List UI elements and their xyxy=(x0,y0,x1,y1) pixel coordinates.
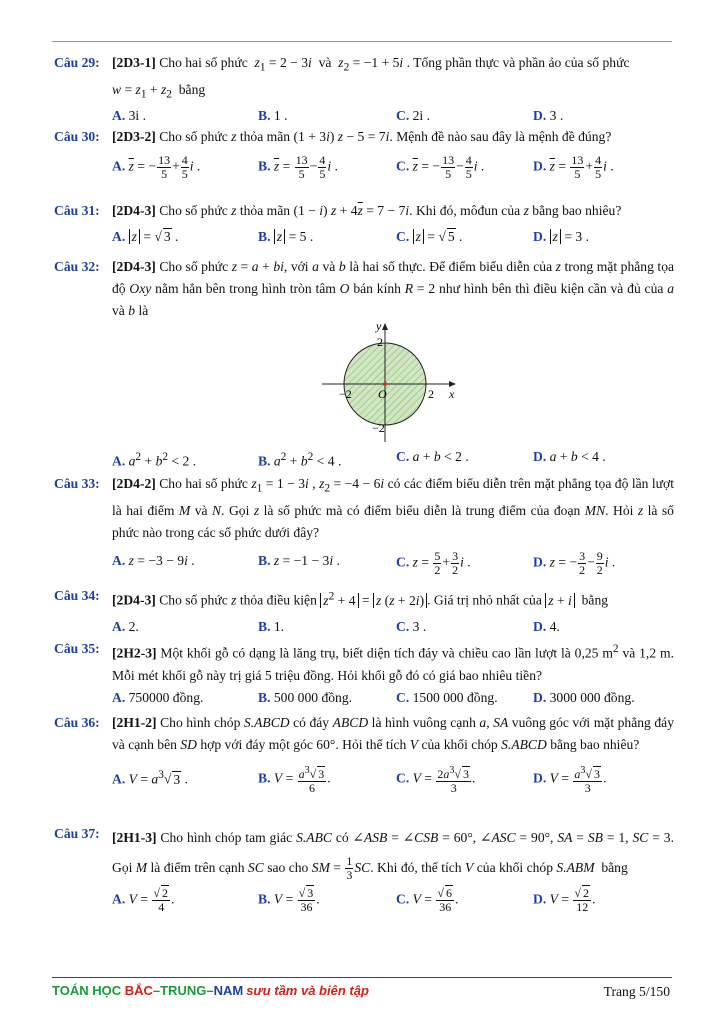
option-c[interactable]: C. 2i . xyxy=(396,108,430,124)
question-number: Câu 30: xyxy=(54,129,100,144)
question-number: Câu 36: xyxy=(54,715,100,730)
origin-point xyxy=(383,382,387,386)
option-c[interactable]: C. 1500 000 đồng. xyxy=(396,689,498,705)
option-d[interactable]: D. z = 3 . xyxy=(533,229,589,244)
option-a[interactable]: A. 750000 đồng. xyxy=(112,689,204,705)
option-d[interactable]: D. $\overline{z}$ = $\frac{13}{5}$ + $\frac{4}{5}$ i . xyxy=(533,153,614,181)
question-number: Câu 33: xyxy=(54,476,100,491)
question-number: Câu 29: xyxy=(54,55,100,70)
circle-figure xyxy=(322,318,462,442)
option-b[interactable]: B. 500 000 đồng. xyxy=(258,689,353,705)
question-text: [2D4-3] Cho số phức z = a + bi, với a và b là hai số thực. Để điểm biểu diễn của z trong mặt phẳng tọa độ Oxy nằm hẳn bên trong hình tròn tâm O bán kính R = 2 như hình bên thì điều kiện cần và đủ của a và b là xyxy=(112,259,675,318)
question-number: Câu 32: xyxy=(54,259,100,274)
question-32 xyxy=(54,256,674,322)
question-text: [2D3-1] Cho hai số phức $z_1 = 2 - 3i$ và $z_2 = -1 + 5i$ . Tổng phần thực và phần ảo của số phức $w = z_1 + z_2$ bằng xyxy=(112,55,630,101)
option-b[interactable]: B. V = $\frac{a^3√ 3}{6}$ . xyxy=(258,765,331,795)
option-a[interactable]: A. 3i . xyxy=(112,108,146,124)
tick-y-neg: −2 xyxy=(372,421,385,435)
answer-options xyxy=(112,764,674,804)
option-c[interactable]: C. V = $\frac{2a^3√ 3}{3}$ . xyxy=(396,765,476,795)
option-a[interactable]: A. $V = a^3√$ 3 . xyxy=(112,769,188,787)
question-text: [2D4-3] Cho số phức z thỏa mãn (1 − i) $z + 4\overline{z} = 7 - 7i$. Khi đó, môđun của z bằng bao nhiêu? xyxy=(112,203,622,218)
option-d[interactable]: D. V = $\frac{a^3√ 3}{3}$ . xyxy=(533,765,607,795)
top-rule xyxy=(52,41,672,42)
tick-x-pos: 2 xyxy=(428,387,434,401)
question-36 xyxy=(54,712,674,804)
question-text: [2H1-2] Cho hình chóp S.ABCD có đáy ABCD là hình vuông cạnh a, SA vuông góc với mặt phẳng đáy và cạnh bên SD hợp với đáy một góc 60°. Hỏi thể tích V của khối chóp S.ABCD bằng bao nhiêu? xyxy=(112,715,674,752)
question-number: Câu 34: xyxy=(54,588,100,603)
option-d[interactable]: D. 4. xyxy=(533,618,560,634)
option-a[interactable]: A. z = −3 − 9i . xyxy=(112,552,195,568)
option-a[interactable]: A. $a^2 + b^2 < 2$ . xyxy=(112,451,197,469)
answer-options xyxy=(112,687,674,711)
option-b[interactable]: B. $\overline{z}$ = $\frac{13}{5}$ − $\frac{4}{5}$ i . xyxy=(258,153,338,181)
option-c[interactable]: C. $\overline{z}$ = − $\frac{13}{5}$ − $\frac{4}{5}$ i . xyxy=(396,153,485,181)
option-a[interactable]: A. 2. xyxy=(112,618,139,634)
x-axis-label: x xyxy=(449,387,455,401)
option-a[interactable]: A. $\overline{z}$ = − $\frac{13}{5}$ + $\frac{4}{5}$ i . xyxy=(112,153,201,181)
answer-options xyxy=(112,154,674,190)
question-34 xyxy=(54,585,674,640)
question-33 xyxy=(54,473,674,584)
question-text: [2D4-3] Cho số phức z thỏa điều kiện $z^2 + 4 = z$ (z + 2i) . Giá trị nhỏ nhất của z + i bằng xyxy=(112,590,609,608)
page-number: Trang 5/150 xyxy=(603,984,670,999)
origin-label: O xyxy=(378,387,387,401)
answer-options xyxy=(112,887,674,927)
question-number: Câu 31: xyxy=(54,203,100,218)
y-axis-arrow xyxy=(382,323,388,330)
option-d[interactable]: D. a + b < 4 . xyxy=(533,449,606,464)
option-d[interactable]: D. 3000 000 đồng. xyxy=(533,689,635,705)
option-b[interactable]: B. V = $\frac{√ 3}{36}$ . xyxy=(258,886,320,914)
answer-options xyxy=(112,446,674,470)
option-d[interactable]: D. z = − $\frac{3}{2}$ − $\frac{9}{2}$ i . xyxy=(533,548,616,577)
option-d[interactable]: D. 3 . xyxy=(533,108,564,124)
option-a[interactable]: A. V = $\frac{√ 2}{4}$ . xyxy=(112,886,175,914)
question-text: [2H2-3] Một khối gỗ có dạng là lăng trụ, biết diện tích đáy và chiều cao lần lượt là 0,25 $m^2$ và 1,2 m. Mỗi mét khối gỗ này trị giá 5 triệu đồng. Hỏi khối gỗ đó có giá bao nhiêu tiền? xyxy=(112,643,674,683)
option-c[interactable]: C. 3 . xyxy=(396,618,427,634)
question-number: Câu 35: xyxy=(54,641,100,656)
answer-options xyxy=(112,550,674,584)
option-d[interactable]: D. V = $\frac{√ 2}{12}$ . xyxy=(533,886,596,914)
question-number: Câu 37: xyxy=(54,826,100,841)
option-c[interactable]: C. a + b < 2 . xyxy=(396,449,469,464)
answer-options xyxy=(112,616,674,640)
option-a[interactable]: A. z = √ 3 . xyxy=(112,229,179,244)
question-text: [2H1-3] Cho hình chóp tam giác S.ABC có ∠ASB = ∠CSB = 60°, ∠ASC = 90°, SA = SB = 1, SC = 3. Gọi M là điểm trên cạnh SC sao cho SM = $\frac{1}{3}$ SC. Khi đó, thể tích V của khối chóp S.ABM bằng xyxy=(112,830,674,883)
option-c[interactable]: C. z = $\frac{5}{2}$ + $\frac{3}{2}$ i . xyxy=(396,548,471,577)
footer-brand: TOÁN HỌC BẮC–TRUNG–NAM sưu tầm và biên tập xyxy=(52,983,369,998)
option-b[interactable]: B. z = −1 − 3i . xyxy=(258,552,340,568)
option-c[interactable]: C. V = $\frac{√ 6}{36}$ . xyxy=(396,886,459,914)
answer-options xyxy=(112,226,674,250)
question-37 xyxy=(54,823,674,927)
question-text: [2D3-2] Cho số phức z thỏa mãn (1 + 3i) z − 5 = 7i. Mệnh đề nào sau đây là mệnh đề đúng? xyxy=(112,129,612,144)
question-31 xyxy=(54,200,674,250)
question-32-options xyxy=(54,446,674,470)
option-b[interactable]: B. $a^2 + b^2 < 4$ . xyxy=(258,451,342,469)
question-35 xyxy=(54,638,674,711)
question-text: [2D4-2] Cho hai số phức $z_1 = 1 - 3i$ , $z_2 = -4 - 6i$ có các điểm biểu diễn trên mặt phẳng tọa độ lần lượt là hai điểm M và N. Gọi z là số phức mà có điểm biểu diễn là trung điểm của đoạn MN. Hỏi z là số phức nào trong các số phức dưới đây? xyxy=(112,476,674,540)
footer-rule xyxy=(52,977,672,978)
option-c[interactable]: C. z = √ 5 . xyxy=(396,229,463,244)
tick-y-pos: 2 xyxy=(377,335,383,349)
option-b[interactable]: B. 1. xyxy=(258,618,285,634)
question-29 xyxy=(54,52,674,129)
option-b[interactable]: B. z = 5 . xyxy=(258,229,314,244)
tick-x-neg: −2 xyxy=(339,387,352,401)
y-axis-label: y xyxy=(376,319,382,333)
option-b[interactable]: B. 1 . xyxy=(258,108,288,124)
question-30 xyxy=(54,126,674,190)
